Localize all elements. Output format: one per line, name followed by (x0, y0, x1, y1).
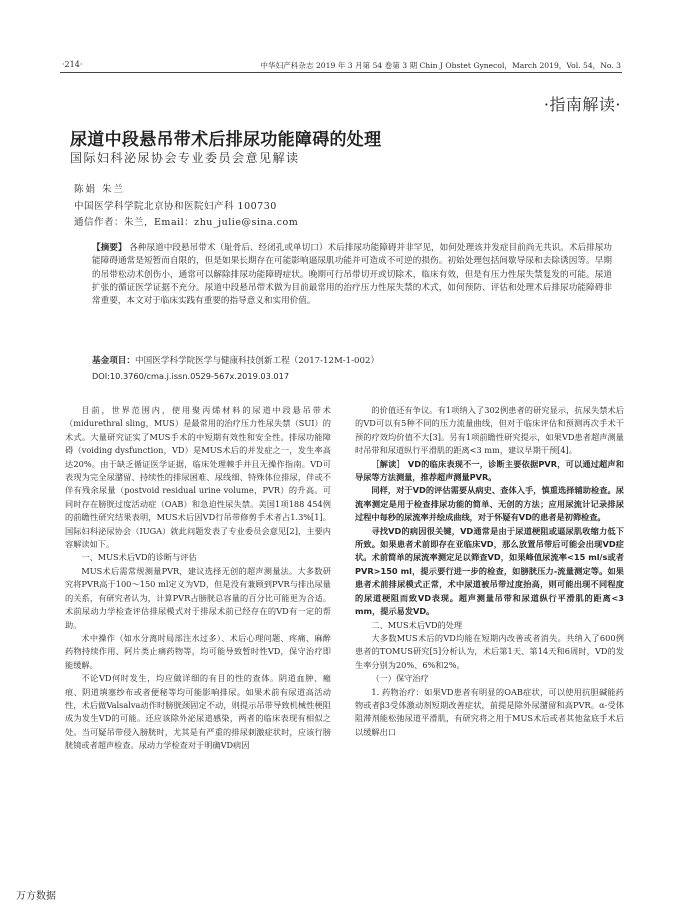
doi: DOI:10.3760/cma.j.issn.0529-567x.2019.03.017 (92, 371, 290, 381)
body-paragraph: 寻找VD的病因很关键，VD通常是由于尿道梗阻或逼尿肌收缩力低下所致。如果患者术前即存在亚临床VD，那么放置吊带后可能会出现VD症状。术前简单的尿流率测定足以筛查VD，如果峰值尿流率<15 ml/s或者PVR>150 ml，提示要行进一步的检查，如膀胱压力-流量测定等。如果患者术前排尿模式正常，术中尿道被吊带过度抬高，则可能出现不同程度的尿道梗阻而致VD表现。超声测量吊带和尿道纵行平滑肌的距离<3 mm，提示易发VD。 (355, 525, 624, 617)
body-paragraph: 目前，世界范围内，使用聚丙烯材料的尿道中段悬吊带术（midurethral sling，MUS）是最常用的治疗压力性尿失禁（SUI）的术式。大量研究证实了MUS手术的中短期有效性和安全性。排尿功能障碍（voiding dysfunction，VD）是MUS术后的并发症之一，发生率高达20%。由于缺乏循证医学证据，临床处理棘手并且无操作指南。VD可表现为完全尿潴留、持续性的排尿困难、尿线细、特殊体位排尿，伴或不伴有残余尿量（postvoid residual urine volume，PVR）的升高。可同时存在膀胱过度活动症（OAB）和急迫性尿失禁。美国1项188 454例的前瞻性研究结果表明，MUS术后因VD行吊带修剪手术者占1.3%[1]。国际妇科泌尿协会（IUGA）就此问题发表了专业委员会意见[2]，主要内容解读如下。 (65, 405, 331, 550)
abstract (92, 242, 612, 308)
article-title: 尿道中段悬吊带术后排尿功能障碍的处理 (70, 130, 382, 150)
abstract-text: 各种尿道中段悬吊带术（耻骨后、经闭孔或单切口）术后排尿功能障碍并非罕见，如何处理该并发症目前尚无共识。术后排尿功能障碍通常是短暂而自限的，但是如果长期存在可能影响逼尿肌功能并可造成不可逆的损伤。初始处理包括间歇导尿和去除诱因等。早期的吊带松动术创伤小，通常可以解除排尿功能障碍症状。晚期可行吊带切开或切除术，临床有效，但是有压力性尿失禁复发的可能。尿道扩张的循证医学证据不充分。尿道中段悬吊带术做为目前最常用的治疗压力性尿失禁的术式，如何预防、评估和处理术后排尿功能障碍非常重要，本文对于临床实践有重要的指导意义和实用价值。 (92, 243, 612, 307)
author-affiliation: 中国医学科学院北京协和医院妇产科 100730 (74, 201, 277, 212)
section-heading: 一、MUS术后VD的诊断与评估 (81, 552, 197, 563)
section-heading: （一）保守治疗 (371, 673, 429, 684)
body-paragraph: 大多数MUS术后的VD均能在短期内改善或者消失。共纳入了600例患者的TOMUS研究[5]分析认为，术后第1天、第14天和6周时，VD的发生率分别为20%、6%和2%。 (355, 632, 624, 670)
body-paragraph: MUS术后需常规测量PVR，建议选择无创的超声测量法。大多数研究将PVR高于100～150 ml定义为VD，但是没有兼顾到PVR与排出尿量的关系，有研究者认为，计算PVR占膀胱总容量的百分比可能更为合适。术前尿动力学检查评估排尿模式对于排尿术前已经存在的VD有一定的帮助。 (65, 565, 331, 630)
body-paragraph: 的价值还有争议。有1项纳入了302例患者的研究显示，抗尿失禁术后的VD可以有5种不同的压力流量曲线，但对于临床评估和预测再次手术干预的疗效均价值不大[3]。另有1项前瞻性研究提示，如果VD患者超声测量时吊带和尿道纵行平滑肌的距离<3 mm，建议早期干预[4]。 (355, 405, 624, 456)
author-list: 陈娟 朱兰 (74, 184, 126, 195)
column-tag: ·指南解读· (543, 95, 621, 114)
body-paragraph: 术中操作（如水分离时局部注水过多）、术后心理问题、疼痛、麻醉药物持续作用、阿片类止痛药物等，均可能导致暂时性VD，保守治疗即能缓解。 (65, 632, 331, 670)
body-column-left (65, 404, 331, 753)
funding-label: 基金项目： (92, 356, 135, 366)
corresponding-author: 通信作者：朱兰，Email：zhu_julie@sina.com (74, 217, 299, 228)
body-column-right (355, 404, 624, 739)
watermark-text: 万方数据 (16, 891, 56, 902)
header-rule (60, 72, 622, 73)
journal-running-header: 中华妇产科杂志 2019 年 3 月第 54 卷第 3 期 Chin J Obstet Gynecol，March 2019，Vol. 54，No. 3 (260, 61, 621, 70)
abstract-label: 【摘要】 (92, 243, 127, 253)
body-paragraph: 同样，对于VD的评估需要从病史、查体入手，慎重选择辅助检查。尿流率测定是用于检查排尿功能的简单、无创的方法；应用尿流计记录排尿过程中每秒的尿流率并绘成曲线，对于怀疑有VD的患者是初筛检查。 (355, 485, 624, 523)
body-paragraph: 1. 药物治疗：如果VD患者有明显的OAB症状，可以使用抗胆碱能药物或者β3受体激动剂短期改善症状，前提是除外尿潴留和高PVR。α-受体阻滞剂能松弛尿道平滑肌，有研究将之用于MUS术后或者其他盆底手术后以缓解出口 (355, 686, 624, 737)
article-subtitle: 国际妇科泌尿协会专业委员会意见解读 (70, 151, 300, 165)
page-number: ·214· (62, 60, 83, 69)
funding-line (92, 355, 612, 368)
section-heading: 二、MUS术后VD的处理 (371, 619, 463, 630)
body-paragraph: ［解读］ VD的临床表现不一，诊断主要依据PVR，可以通过超声和导尿等方法测量，推荐超声测量PVR。 (355, 458, 624, 483)
funding-text: 中国医学科学院医学与健康科技创新工程（2017-12M-1-002） (134, 356, 380, 366)
body-paragraph: 不论VD何时发生，均应做详细的有目的性的查体。阴道血肿、瘢痕、阴道填塞纱布或者便秘等均可能影响排尿。如果术前有尿道高活动性，术后做Valsalva动作时膀胱颈固定不动，则提示吊带导致机械性梗阻成为发生VD的可能。还应该除外泌尿道感染，两者的临床表现有相似之处。当可疑吊带侵入膀胱时，尤其是有严重的排尿刺激症状时，应该行膀胱镜或者超声检查。尿动力学检查对于明确VD病因 (65, 673, 331, 751)
